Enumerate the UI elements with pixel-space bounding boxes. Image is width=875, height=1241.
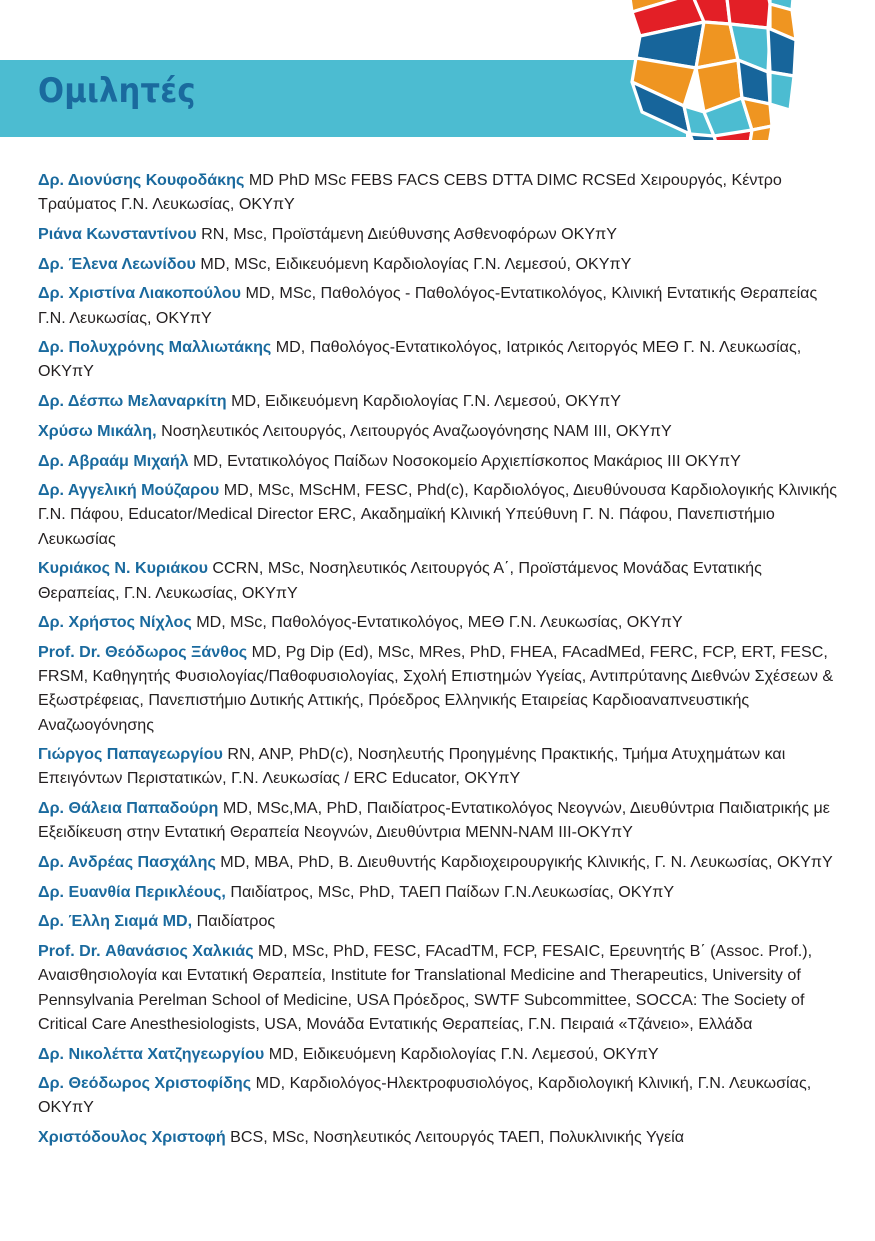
speaker-name: Δρ. Διονύσης Κουφοδάκης [38, 171, 245, 189]
speaker-entry [38, 939, 838, 1036]
speaker-credentials: MD, MSc, Παθολόγος-Εντατικολόγος, ΜΕΘ Γ.Ν. Λευκωσίας, ΟΚΥπΥ [191, 613, 683, 632]
page-header [0, 0, 875, 160]
speaker-entry [38, 478, 838, 551]
speaker-entry [38, 252, 838, 276]
page-title: Ομιλητές [38, 71, 196, 111]
speaker-name: Δρ. Έλενα Λεωνίδου [38, 254, 196, 273]
speaker-credentials: MD PhD MSc FEBS FACS CEBS DTTA DIMC RCSEd Χειρουργός, Κέντρο Τραύματος Γ.Ν. Λευκωσίας, ΟΚΥπΥ [38, 171, 782, 214]
speaker-entry [38, 1071, 838, 1119]
speaker-entry [38, 742, 838, 790]
speaker-credentials: MD, MSc, Παθολόγος - Παθολόγος-Εντατικολόγος, Κλινική Εντατικής Θεραπείας Γ.Ν. Λευκωσίας, ΟΚΥπΥ [38, 284, 818, 327]
speaker-entry [38, 419, 838, 443]
speaker-name: Κυριάκος Ν. Κυριάκου [38, 559, 208, 578]
speaker-name: Prof. Dr. Αθανάσιος Χαλκιάς [38, 942, 254, 961]
polygonal-sphere-logo [618, 0, 798, 140]
speaker-name: Δρ. Έλλη Σιαμά MD, [38, 912, 193, 931]
speaker-credentials: Παιδίατρος, MSc, PhD, ΤΑΕΠ Παίδων Γ.Ν.Λευκωσίας, ΟΚΥπΥ [225, 882, 675, 901]
speaker-name: Δρ. Δέσπω Μελαναρκίτη [38, 392, 227, 411]
speaker-entry [38, 1125, 838, 1149]
speaker-credentials: BCS, MSc, Νοσηλευτικός Λειτουργός ΤΑΕΠ, Πολυκλινικής Υγεία [225, 1128, 685, 1147]
speaker-credentials: MD, Ειδικευόμενη Καρδιολογίας Γ.Ν. Λεμεσού, ΟΚΥπΥ [226, 392, 621, 411]
speaker-entry [38, 389, 838, 413]
speaker-credentials: MD, Καρδιολόγος-Ηλεκτροφυσιολόγος, Καρδιολογική Κλινική, Γ.Ν. Λευκωσίας, ΟΚΥπΥ [38, 1074, 812, 1117]
speaker-credentials: MD, MSc, Ειδικευόμενη Καρδιολογίας Γ.Ν. Λεμεσού, ΟΚΥπΥ [195, 254, 632, 273]
speaker-name: Δρ. Ανδρέας Πασχάλης [38, 853, 216, 872]
speaker-entry [38, 640, 838, 737]
speaker-entry [38, 556, 838, 604]
speaker-credentials: MD, MBA, PhD, Β. Διευθυντής Καρδιοχειρουργικής Κλινικής, Γ. Ν. Λευκωσίας, ΟΚΥπΥ [215, 853, 833, 872]
speaker-name: Δρ. Χριστίνα Λιακοπούλου [38, 284, 241, 303]
speaker-name: Δρ. Αβραάμ Μιχαήλ [38, 451, 189, 470]
speaker-name: Δρ. Θεόδωρος Χριστοφίδης [38, 1074, 252, 1093]
speaker-entry [38, 335, 838, 383]
speaker-name: Χριστόδουλος Χριστοφή [38, 1128, 226, 1147]
speaker-entry [38, 850, 838, 874]
speaker-entry [38, 880, 838, 904]
speaker-name: Ριάνα Κωνσταντίνου [38, 224, 197, 243]
speaker-name: Δρ. Χρήστος Νίχλος [38, 613, 192, 632]
speaker-credentials: Νοσηλευτικός Λειτουργός, Λειτουργός Αναζωογόνησης NAM III, ΟΚΥπΥ [156, 421, 672, 440]
speaker-name: Χρύσω Μικάλη, [38, 421, 157, 440]
speaker-name: Δρ. Θάλεια Παπαδούρη [38, 799, 219, 818]
speaker-entry [38, 610, 838, 634]
speaker-credentials: MD, Εντατικολόγος Παίδων Νοσοκομείο Αρχιεπίσκοπος Μακάριος III ΟΚΥπΥ [188, 451, 741, 470]
speaker-name: Δρ. Πολυχρόνης Μαλλιωτάκης [38, 338, 272, 357]
speaker-name: Δρ. Αγγελική Μούζαρου [38, 481, 220, 500]
speakers-list [38, 168, 838, 1155]
speaker-name: Γιώργος Παπαγεωργίου [38, 745, 223, 764]
speaker-credentials: RN, ANP, PhD(c), Νοσηλευτής Προηγμένης Πρακτικής, Τμήμα Ατυχημάτων και Επειγόντων Περιστατικών, Γ.Ν. Λευκωσίας / ERC Educator, ΟΚΥπΥ [38, 745, 786, 788]
speaker-entry [38, 1042, 838, 1066]
speaker-credentials: CCRN, MSc, Νοσηλευτικός Λειτουργός Α΄, Προϊστάμενος Μονάδας Εντατικής Θεραπείας, Γ.Ν. Λευκωσίας, ΟΚΥπΥ [38, 559, 762, 602]
speaker-credentials: RN, Msc, Προϊστάμενη Διεύθυνσης Ασθενοφόρων ΟΚΥπΥ [196, 224, 617, 243]
speaker-entry [38, 796, 838, 844]
speaker-credentials: MD, MSc, MScHM, FESC, Phd(c), Καρδιολόγος, Διευθύνουσα Καρδιολογικής Κλινικής Γ.Ν. Πάφου, Educator/Medical Director ERC, Ακαδημαϊκή Κλινική Υπεύθυνη Γ. Ν. Πάφου, Πανεπιστήμιο Λευκωσίας [38, 481, 838, 548]
speaker-entry [38, 909, 838, 933]
speaker-credentials: MD, Pg Dip (Ed), MSc, MRes, PhD, FHEA, FAcadMEd, FERC, FCP, ERT, FESC, FRSM, Καθηγητής Φυσιολογίας/Παθοφυσιολογίας, Σχολή Επιστημών Υγείας, Αντιπρύτανης Διεθνών Σχέσεων & Εξωστρέφειας, Πανεπιστήμιο Δυτικής Αττικής, Πρόεδρος Ελληνικής Εταιρείας Καρδιοαναπνευστικής Αναζωογόνησης [38, 642, 834, 734]
speaker-credentials: Παιδίατρος [192, 912, 276, 931]
speaker-credentials: MD, MSc, PhD, FESC, FAcadTM, FCP, FESAIC, Ερευνητής Β΄ (Assoc. Prof.), Αναισθησιολογία και Εντατική Θεραπεία, Institute for Translational Medicine and Therapeutics, University of Pennsylvania Perelman School of Medicine, USA Πρόεδρος, SWTF Subcommittee, SOCCA: The Society of Critical Care Anesthesiologists, USA, Μονάδα Εντατικής Θεραπείας, Γ.Ν. Πειραιά «Τζάνειο», Ελλάδα [38, 942, 813, 1033]
speaker-name: Δρ. Ευανθία Περικλέους, [38, 882, 226, 901]
speaker-credentials: MD, MSc,MA, PhD, Παιδίατρος-Εντατικολόγος Νεογνών, Διευθύντρια Παιδιατρικής με Εξειδίκευση στην Εντατική Θεραπεία Νεογνών, Διευθύντρια ΜΕΝΝ-ΝΑΜ III-ΟΚΥπΥ [38, 799, 830, 842]
speaker-credentials: MD, Παθολόγος-Εντατικολόγος, Ιατρικός Λειτοργός ΜΕΘ Γ. Ν. Λευκωσίας, ΟΚΥπΥ [38, 338, 802, 381]
speaker-name: Δρ. Νικολέττα Χατζηγεωργίου [38, 1044, 265, 1063]
speaker-entry [38, 168, 838, 216]
speaker-credentials: MD, Ειδικευόμενη Καρδιολογίας Γ.Ν. Λεμεσού, ΟΚΥπΥ [264, 1044, 659, 1063]
speaker-entry [38, 449, 838, 473]
speaker-name: Prof. Dr. Θεόδωρος Ξάνθος [38, 642, 248, 661]
speaker-entry [38, 222, 838, 246]
speaker-entry [38, 281, 838, 329]
